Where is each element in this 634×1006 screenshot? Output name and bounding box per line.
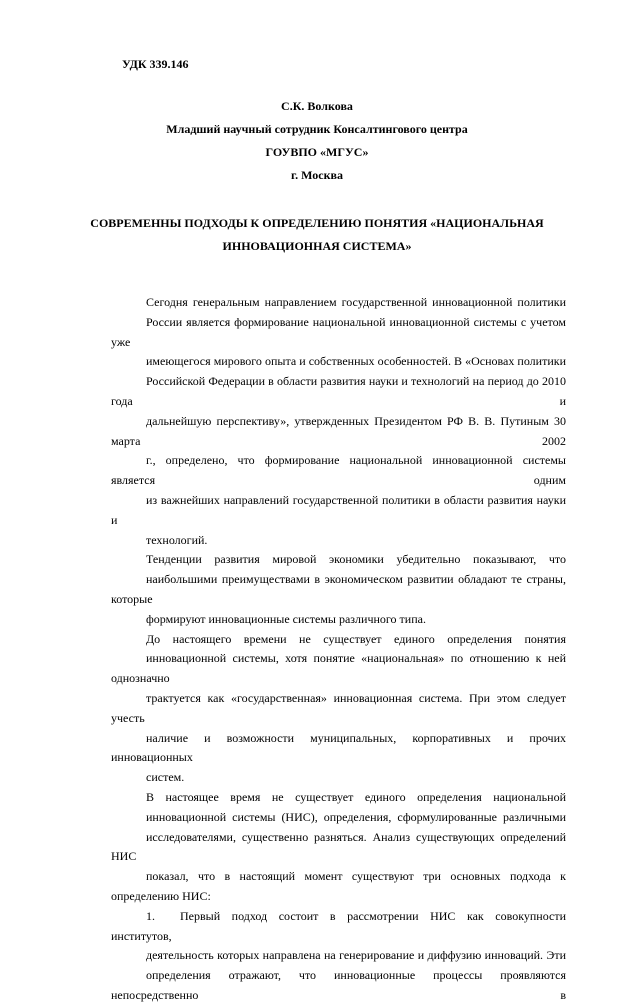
list-item-1 [111, 907, 566, 1006]
text-line: В настоящее время не существует единого определения национальной [146, 789, 566, 804]
text-line: инновационной системы, хотя понятие «национальная» по отношению к ней однозначно [111, 651, 566, 686]
paragraph-2 [111, 550, 566, 629]
author-name: С.К. Волкова [281, 99, 353, 113]
text-line: деятельность которых направлена на генерирование и диффузию инноваций. Эти [146, 948, 566, 963]
text-line: имеющегося мирового опыта и собственных особенностей. В «Основах политики [146, 354, 566, 369]
list-number: 1. [146, 908, 155, 923]
paragraph-4 [111, 788, 566, 907]
author-block [0, 95, 634, 187]
paragraph-1 [111, 293, 566, 550]
list-text: Первый подход состоит в рассмотрении НИС как совокупности институтов, [111, 908, 566, 943]
author-city: г. Москва [291, 168, 343, 182]
text-line: из важнейших направлений государственной политики в области развития науки и [111, 492, 566, 527]
article-title [0, 212, 634, 258]
title-line-1: СОВРЕМЕННЫ ПОДХОДЫ К ОПРЕДЕЛЕНИЮ ПОНЯТИЯ «НАЦИОНАЛЬНАЯ [90, 216, 544, 230]
title-line-2: ИННОВАЦИОННАЯ СИСТЕМА» [222, 239, 412, 253]
article-body [111, 293, 566, 1006]
text-line: г., определено, что формирование национальной инновационной системы является одним [111, 453, 566, 488]
text-line: показал, что в настоящий момент существуют три основных подхода к определению НИС: [111, 869, 566, 903]
text-line: трактуется как «государственная» инновационная система. При этом следует учесть [111, 690, 566, 725]
text-line: Сегодня генеральным направлением государственной инновационной политики [146, 295, 566, 309]
text-line: До настоящего времени не существует единого определения понятия [146, 631, 566, 646]
author-position: Младший научный сотрудник Консалтингового центра [166, 122, 468, 136]
text-line: формируют инновационные системы различного типа. [146, 611, 426, 626]
text-line: наличие и возможности муниципальных, корпоративных и прочих инновационных [111, 730, 566, 765]
text-line: определения отражают, что инновационные процессы проявляются непосредственно в [111, 968, 566, 1002]
text-line: систем. [146, 770, 185, 785]
text-line: Тенденции развития мировой экономики убедительно показывают, что [146, 552, 566, 567]
text-line: исследователями, существенно разняться. Анализ существующих определений НИС [111, 829, 566, 864]
text-line [111, 907, 566, 947]
paragraph-3 [111, 630, 566, 788]
text-line: дальнейшую перспективу», утвержденных Президентом РФ В. В. Путиным 30 марта 2002 [111, 413, 566, 448]
text-line: Российской Федерации в области развития науки и технологий на период до 2010 года и [111, 374, 566, 408]
author-organization: ГОУВПО «МГУС» [265, 145, 369, 159]
text-line: наибольшими преимуществами в экономическом развитии обладают те страны, которые [111, 572, 566, 606]
text-line: России является формирование национальной инновационной системы с учетом уже [111, 314, 566, 349]
udk-code: УДК 339.146 [122, 57, 189, 71]
text-line: технологий. [146, 532, 208, 547]
text-line: инновационной системы (НИС), определения, сформулированные различными [146, 809, 566, 824]
